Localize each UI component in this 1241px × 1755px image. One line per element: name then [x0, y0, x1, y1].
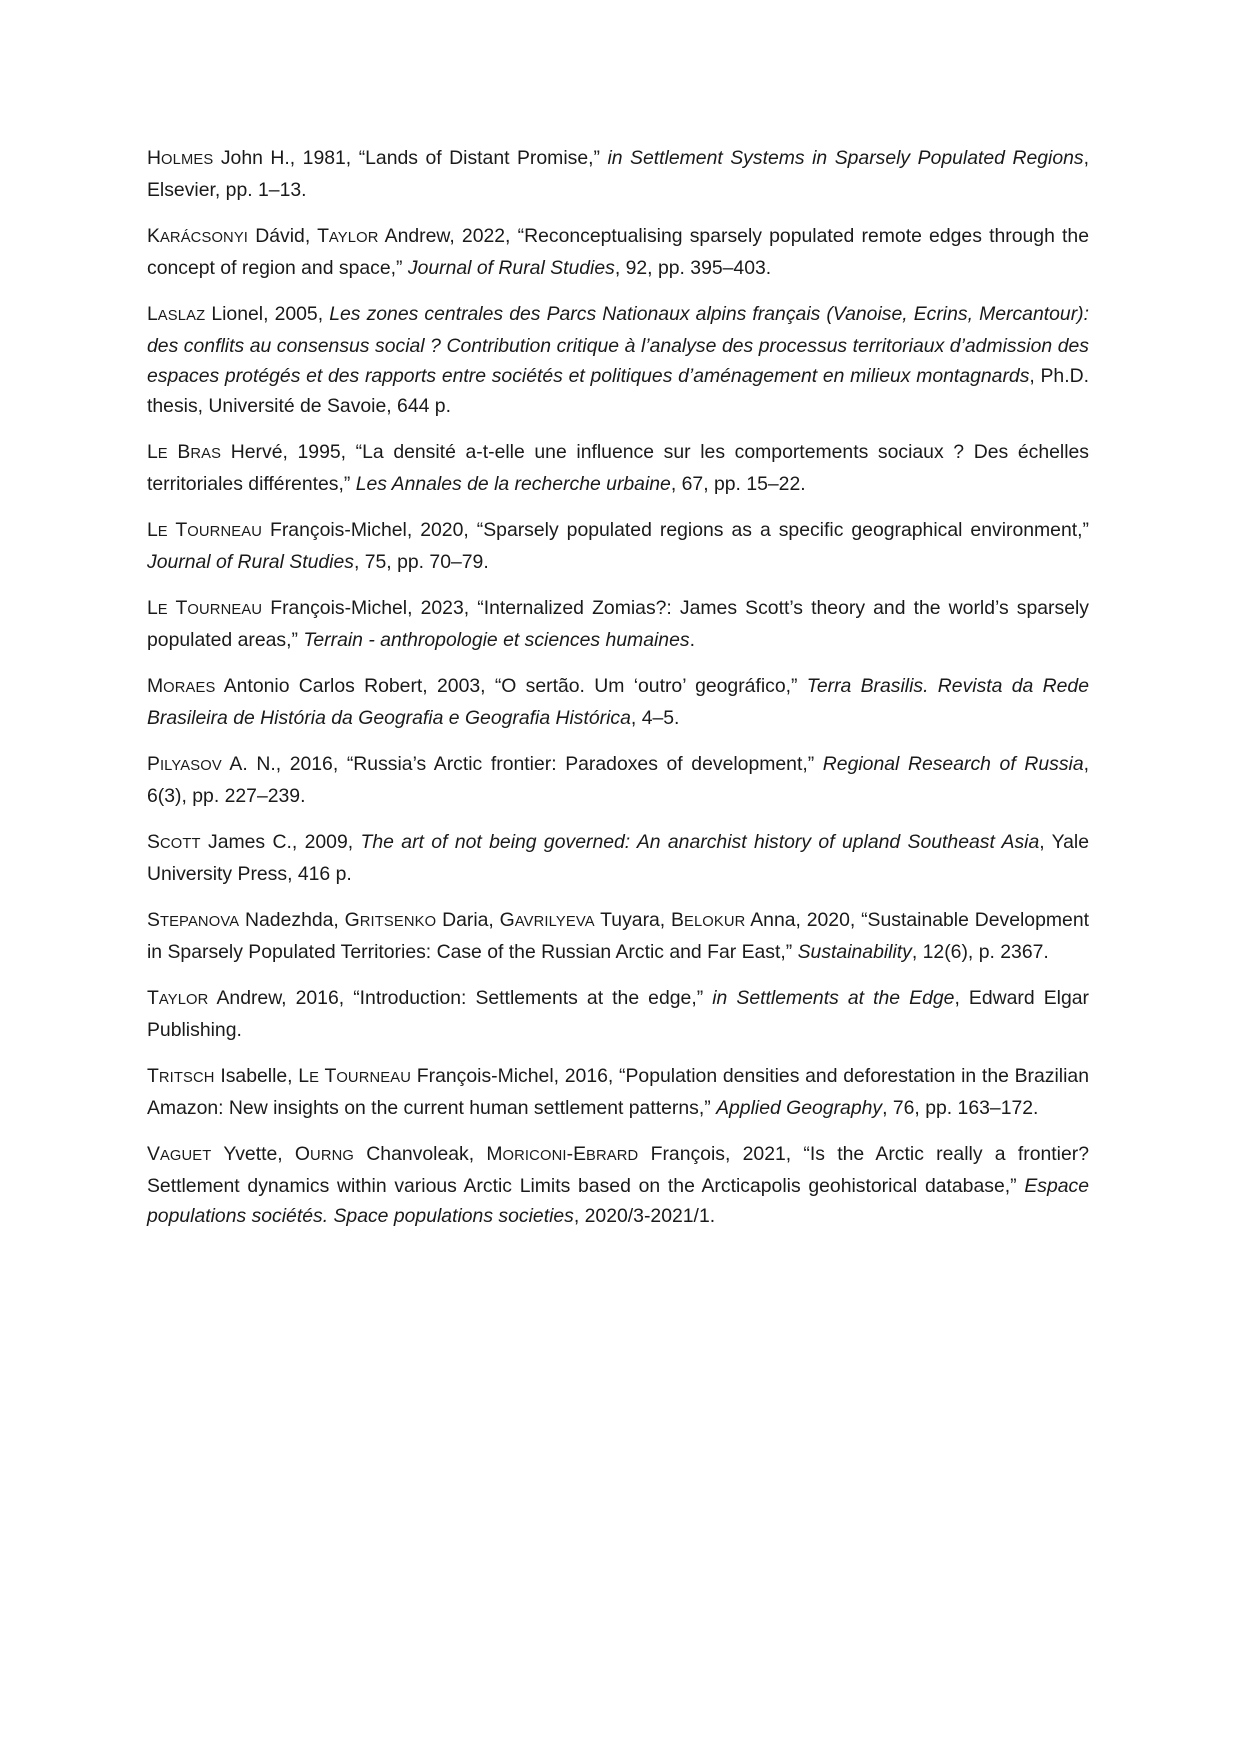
- reference-text: , 67, pp. 15–22.: [670, 473, 806, 495]
- reference-text: Isabelle, L: [214, 1065, 310, 1087]
- author-surname-smallcaps: ILYASOV: [159, 758, 222, 774]
- author-surname-smallcaps: AYLOR: [328, 230, 379, 246]
- reference-text: Tuyara, B: [594, 909, 684, 931]
- publication-title: Regional Research of Russia: [822, 753, 1084, 775]
- reference-entry: [147, 593, 1089, 655]
- reference-text: L: [147, 597, 158, 619]
- reference-text: , 2020/3-2021/1.: [573, 1205, 716, 1227]
- reference-entry: [147, 299, 1089, 421]
- reference-text: , 76, pp. 163–172.: [882, 1097, 1039, 1119]
- author-surname-smallcaps: BRARD: [586, 1148, 639, 1164]
- reference-text: , Elsevier, pp. 1–13.: [147, 147, 1089, 201]
- reference-text: T: [147, 1065, 159, 1087]
- reference-text: Lionel, 2005,: [205, 303, 330, 325]
- reference-text: François-Michel, 2020, “Sparsely populated regions as a specific geographical environment,”: [262, 519, 1089, 541]
- reference-text: Anna, 2020, “Sustainable Development in Sparsely Populated Territories: Case of the Russian Arctic and Far East,”: [147, 909, 1089, 963]
- reference-text: Nadezhda, G: [239, 909, 360, 931]
- author-surname-smallcaps: URNG: [310, 1148, 355, 1164]
- reference-entry: [147, 827, 1089, 889]
- reference-text: Chanvoleak, M: [354, 1143, 503, 1165]
- publication-title: The art of not being governed: An anarchist history of upland Southeast Asia: [360, 831, 1040, 853]
- author-surname-smallcaps: RITSCH: [158, 1070, 215, 1086]
- reference-text: Dávid, T: [248, 225, 329, 247]
- author-surname-smallcaps: E: [157, 446, 168, 462]
- author-surname-smallcaps: COTT: [159, 836, 201, 852]
- reference-entry: [147, 905, 1089, 967]
- reference-entry: [147, 221, 1089, 283]
- reference-text: S: [147, 909, 160, 931]
- reference-text: S: [147, 831, 160, 853]
- reference-entry: [147, 515, 1089, 577]
- reference-text: Yvette, O: [211, 1143, 311, 1165]
- author-surname-smallcaps: RITSENKO: [359, 914, 437, 930]
- reference-text: L: [147, 519, 158, 541]
- reference-text: John H., 1981, “Lands of Distant Promise,”: [213, 147, 608, 169]
- publication-title: Journal of Rural Studies: [147, 551, 354, 573]
- reference-text: François-Michel, 2016, “Population densities and deforestation in the Brazilian Amazon: New insights on the current human settlement patterns,”: [147, 1065, 1089, 1119]
- publication-title: Journal of Rural Studies: [407, 257, 615, 279]
- reference-text: , 75, pp. 70–79.: [353, 551, 489, 573]
- reference-text: T: [147, 987, 159, 1009]
- publication-title: in Settlements at the Edge: [712, 987, 955, 1009]
- publication-title: Terrain - anthropologie et sciences humaines: [303, 629, 690, 651]
- publication-title: Sustainability: [797, 941, 912, 963]
- author-surname-smallcaps: RAS: [190, 446, 222, 462]
- author-surname-smallcaps: ARÁCSONYI: [159, 230, 249, 246]
- reference-entry: [147, 143, 1089, 205]
- reference-text: M: [147, 675, 164, 697]
- publication-title: Terra Brasilis. Revista da Rede Brasileira de História da Geografia e Geografia Histórica: [147, 675, 1089, 729]
- reference-entry: [147, 671, 1089, 733]
- reference-list: [147, 143, 1089, 1247]
- reference-text: Andrew, 2016, “Introduction: Settlements at the edge,”: [208, 987, 713, 1009]
- reference-text: V: [147, 1143, 160, 1165]
- reference-text: L: [147, 303, 158, 325]
- reference-text: Antonio Carlos Robert, 2003, “O sertão. Um ‘outro’ geográfico,”: [215, 675, 807, 697]
- reference-entry: [147, 437, 1089, 499]
- reference-text: James C., 2009,: [200, 831, 361, 853]
- reference-entry: [147, 1139, 1089, 1231]
- reference-text: , 12(6), p. 2367.: [911, 941, 1049, 963]
- author-surname-smallcaps: OURNEAU: [187, 524, 262, 540]
- reference-entry: [147, 983, 1089, 1045]
- reference-text: François-Michel, 2023, “Internalized Zomias?: James Scott’s theory and the world’s sparsely populated areas,”: [147, 597, 1089, 651]
- publication-title: Applied Geography: [716, 1097, 883, 1119]
- reference-text: Hervé, 1995, “La densité a-t-elle une influence sur les comportements sociaux ? Des échelles territoriales différentes,”: [147, 441, 1089, 495]
- author-surname-smallcaps: OURNEAU: [336, 1070, 412, 1086]
- reference-text: A. N., 2016, “Russia’s Arctic frontier: Paradoxes of development,”: [221, 753, 823, 775]
- reference-entry: [147, 749, 1089, 811]
- reference-text: K: [147, 225, 160, 247]
- author-surname-smallcaps: ORICONI: [502, 1148, 567, 1164]
- author-surname-smallcaps: ORAES: [163, 680, 216, 696]
- reference-text: , Edward Elgar Publishing.: [147, 987, 1089, 1041]
- publication-title: in Settlement Systems in Sparsely Populated Regions: [607, 147, 1084, 169]
- reference-text: François, 2021, “Is the Arctic really a frontier? Settlement dynamics within various Arctic Limits based on the Arcticapolis geohistorical database,”: [147, 1143, 1089, 1197]
- author-surname-smallcaps: OURNEAU: [187, 602, 263, 618]
- reference-text: .: [689, 629, 695, 651]
- author-surname-smallcaps: AVRILYEVA: [514, 914, 595, 930]
- reference-text: T: [319, 1065, 337, 1087]
- author-surname-smallcaps: ELOKUR: [683, 914, 746, 930]
- reference-text: , Yale University Press, 416 p.: [147, 831, 1090, 885]
- author-surname-smallcaps: TEPANOVA: [159, 914, 240, 930]
- reference-text: B: [167, 441, 191, 463]
- reference-text: T: [167, 519, 188, 541]
- reference-text: T: [167, 597, 188, 619]
- reference-text: , 92, pp. 395–403.: [614, 257, 772, 279]
- publication-title: Les zones centrales des Parcs Nationaux alpins français (Vanoise, Ecrins, Mercantour): des conflits au consensus social ? Contribution critique à l’analyse des processus territoriaux d’admission des espaces protégés et des rapports entre sociétés et politiques d’aménagement en milieux montagnards: [147, 303, 1090, 387]
- reference-text: P: [147, 753, 160, 775]
- publication-title: Espace populations sociétés. Space populations societies: [147, 1175, 1089, 1227]
- reference-text: , 6(3), pp. 227–239.: [147, 753, 1089, 807]
- reference-text: L: [147, 441, 158, 463]
- reference-text: -E: [566, 1143, 586, 1165]
- author-surname-smallcaps: ASLAZ: [157, 308, 206, 324]
- author-surname-smallcaps: E: [309, 1070, 320, 1086]
- reference-text: , 4–5.: [630, 707, 680, 729]
- reference-entry: [147, 1061, 1089, 1123]
- publication-title: Les Annales de la recherche urbaine: [355, 473, 671, 495]
- author-surname-smallcaps: AGUET: [159, 1148, 212, 1164]
- author-surname-smallcaps: E: [157, 524, 168, 540]
- author-surname-smallcaps: OLMES: [161, 152, 214, 168]
- reference-text: H: [147, 147, 162, 169]
- reference-text: Daria, G: [436, 909, 515, 931]
- reference-text: Andrew, 2022, “Reconceptualising sparsely populated remote edges through the concept of region and space,”: [147, 225, 1090, 279]
- author-surname-smallcaps: AYLOR: [158, 992, 209, 1008]
- reference-text: , Ph.D. thesis, Université de Savoie, 644 p.: [147, 365, 1089, 417]
- author-surname-smallcaps: E: [157, 602, 168, 618]
